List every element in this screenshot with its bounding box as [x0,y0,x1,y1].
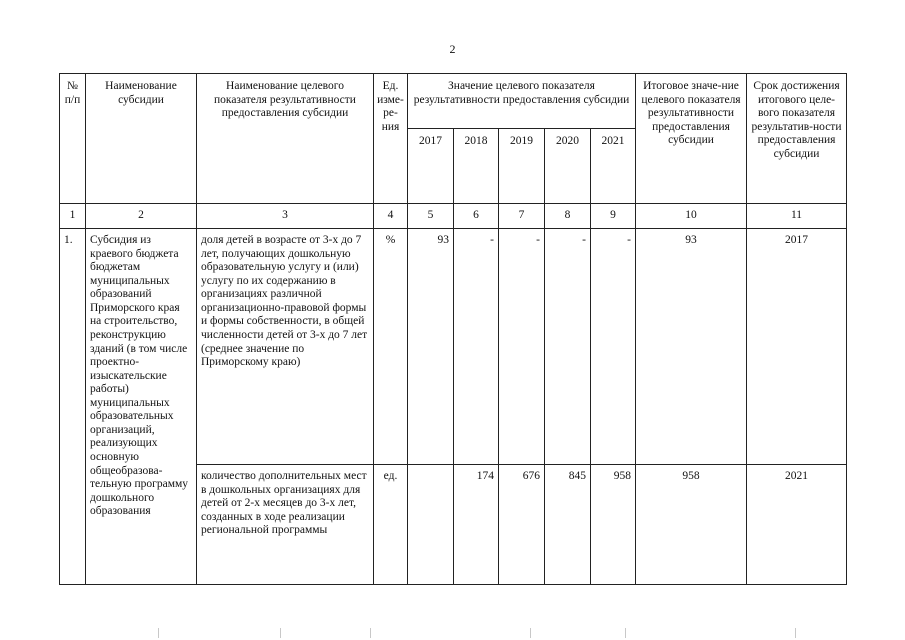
column-number: 7 [499,204,545,229]
column-number: 9 [591,204,636,229]
scan-artifact [158,628,159,638]
column-number: 11 [747,204,847,229]
header-indicator-name: Наименование целевого показателя результативности предоставления субсидии [197,74,374,204]
subsidy-indicators-table [59,73,847,585]
header-deadline: Срок достижения итогового целе-вого показателя результатив-ности предоставления субсидии [747,74,847,204]
indicator-name-cell: количество дополнительных мест в дошкольных организациях для детей от 2-х месяцев до 3-х лет, созданных в ходе реализации региональной программы [197,465,374,585]
header-value-group: Значение целевого показателя результативности предоставления субсидии [408,74,636,129]
value-cell: 845 [545,465,591,585]
column-number: 1 [60,204,86,229]
header-year: 2021 [591,129,636,204]
scan-artifact [795,628,796,638]
value-cell: - [545,229,591,465]
header-unit: Ед. изме-ре-ния [374,74,408,204]
column-number: 2 [86,204,197,229]
value-cell: 93 [408,229,454,465]
scan-artifact [625,628,626,638]
scan-artifact [530,628,531,638]
row-number: 1. [60,229,86,585]
value-cell: - [499,229,545,465]
header-subsidy-name: Наименование субсидии [86,74,197,204]
deadline-cell: 2017 [747,229,847,465]
header-year: 2017 [408,129,454,204]
scan-artifact [370,628,371,638]
column-number: 5 [408,204,454,229]
column-number: 6 [454,204,499,229]
column-number: 8 [545,204,591,229]
header-year: 2018 [454,129,499,204]
final-value-cell: 958 [636,465,747,585]
column-number: 3 [197,204,374,229]
unit-cell: ед. [374,465,408,585]
header-final-value: Итоговое значе-ние целевого показателя результативности предоставления субсидии [636,74,747,204]
page-number: 2 [449,42,456,56]
final-value-cell: 93 [636,229,747,465]
value-cell: 174 [454,465,499,585]
column-number: 4 [374,204,408,229]
value-cell: - [591,229,636,465]
header-year: 2019 [499,129,545,204]
header-num: № п/п [60,74,86,204]
subsidy-name-cell: Субсидия из краевого бюджета бюджетам муниципальных образований Приморского края на строительство, реконструкцию зданий (в том числе проектно-изыскательские работы) муниципальных образовательных организаций, реализующих основную общеобразова-тельную программу дошкольного образования [86,229,197,585]
header-year: 2020 [545,129,591,204]
scan-artifact [280,628,281,638]
value-cell: 958 [591,465,636,585]
value-cell: - [454,229,499,465]
unit-cell: % [374,229,408,465]
value-cell [408,465,454,585]
value-cell: 676 [499,465,545,585]
deadline-cell: 2021 [747,465,847,585]
column-number: 10 [636,204,747,229]
indicator-name-cell: доля детей в возрасте от 3-х до 7 лет, получающих дошкольную образовательную услугу и (или) услугу по их содержанию в организациях различной организационно-правовой формы и формы собственности, в общей численности детей от 3-х до 7 лет (среднее значение по Приморскому краю) [197,229,374,465]
